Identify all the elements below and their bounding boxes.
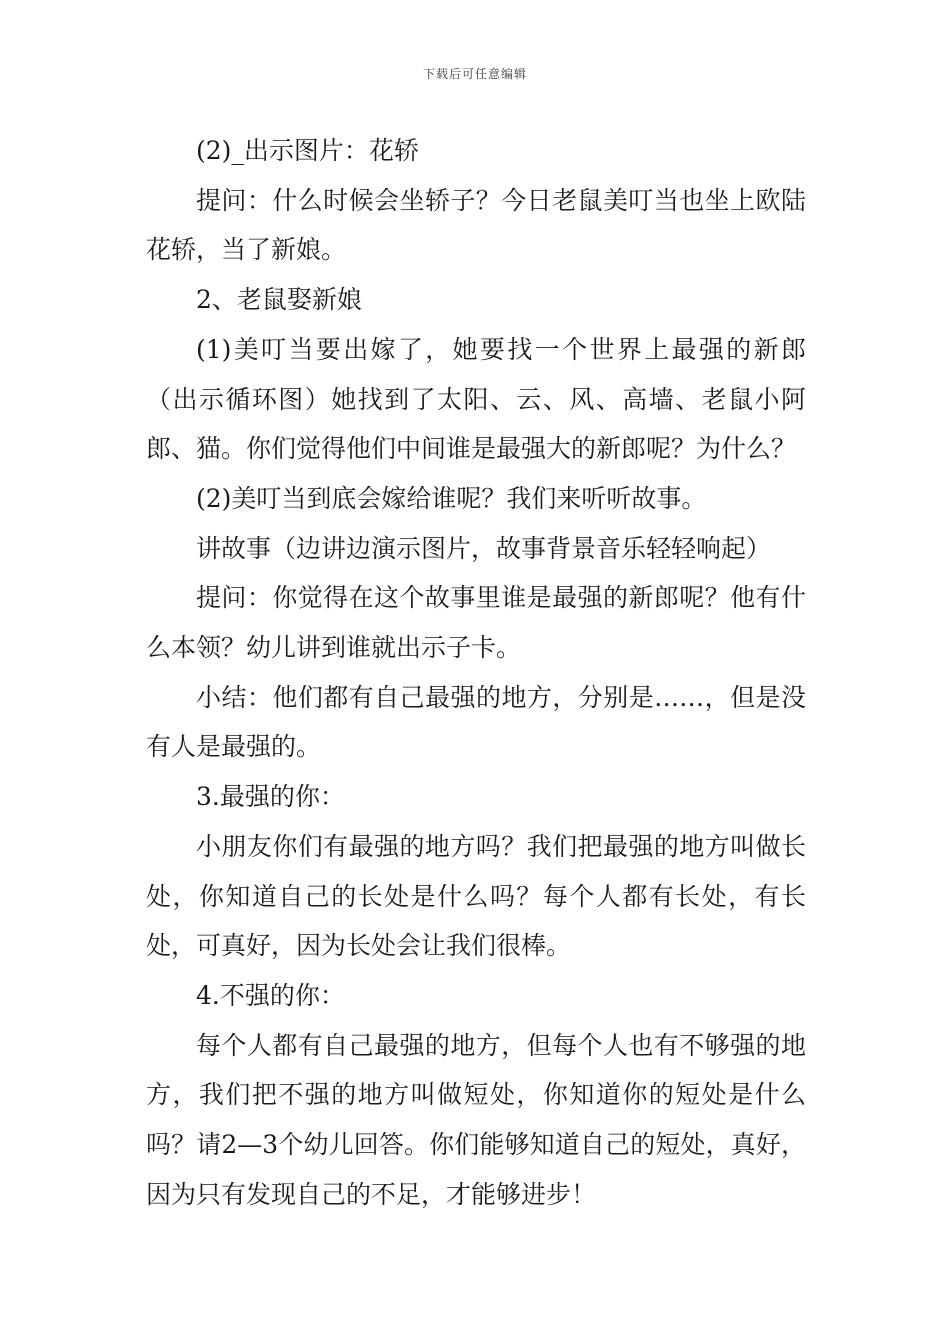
paragraph-tell-story: 讲故事（边讲边演示图片，故事背景音乐轻轻响起）	[196, 533, 772, 563]
paragraph-strengths: 小朋友你们有最强的地方吗？我们把最强的地方叫做长处，你知道自己的长处是什么吗？每个人都有长处，有长处，可真好，因为长处会让我们很棒。	[146, 831, 806, 961]
section-heading-strongest-you: 3.最强的你：	[196, 782, 345, 812]
paragraph-weaknesses: 每个人都有自己最强的地方，但每个人也有不够强的地方，我们把不强的地方叫做短处，你知道你的短处是什么吗？请2—3个幼儿回答。你们能够知道自己的短处，真好，因为只有发现自己的不足，才能够进步！	[146, 1030, 806, 1209]
section-heading-weak-you: 4.不强的你：	[196, 980, 345, 1010]
paragraph-show-picture: (2)_出示图片：花轿	[196, 136, 419, 165]
paragraph-question-strongest: 提问：你觉得在这个故事里谁是最强的新郎呢？他有什么本领？幼儿讲到谁就出示子卡。	[146, 583, 806, 663]
paragraph-listen-story: (2)美叮当到底会嫁给谁呢？我们来听听故事。	[196, 483, 707, 513]
paragraph-find-groom: (1)美叮当要出嫁了，她要找一个世界上最强的新郎（出示循环图）她找到了太阳、云、风、高墙、老鼠小阿郎、猫。你们觉得他们中间谁是最强大的新郎呢？为什么？	[146, 334, 806, 464]
document-body	[146, 126, 806, 1219]
paragraph-summary: 小结：他们都有自己最强的地方，分别是……，但是没有人是最强的。	[146, 682, 806, 762]
paragraph-question-sedan: 提问：什么时候会坐轿子？今日老鼠美叮当也坐上欧陆花轿，当了新娘。	[146, 185, 806, 265]
section-heading-mouse-wedding: 2、老鼠娶新娘	[196, 285, 362, 315]
page-header: 下载后可任意编辑	[422, 67, 527, 81]
